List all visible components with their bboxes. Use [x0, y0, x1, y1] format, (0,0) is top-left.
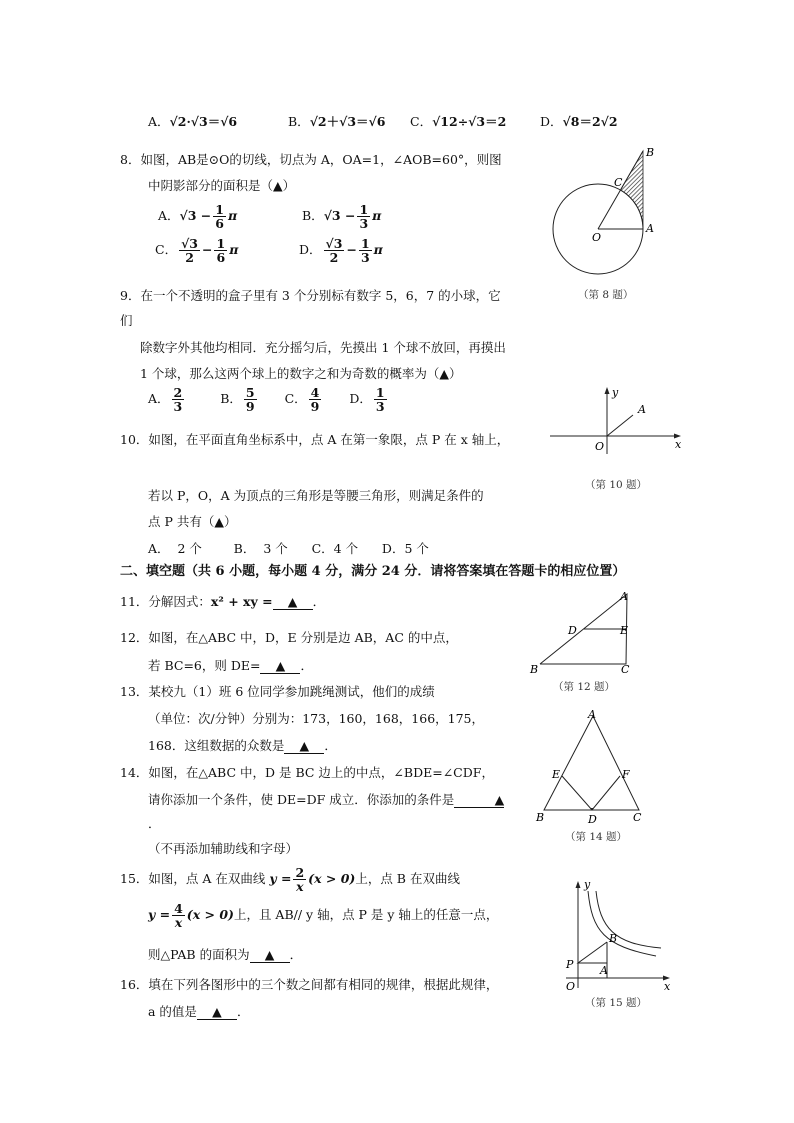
q15-text3: 则△PAB 的面积为 — [148, 947, 250, 962]
q14-text2: 请你添加一个条件，使 DE=DF 成立．你添加的条件是 — [148, 792, 455, 807]
q8-c-n2: 1 — [216, 236, 226, 251]
q9-stem-line1 — [120, 286, 501, 304]
q8-d-n2: 1 — [360, 236, 370, 251]
q9-d-num: 1 — [375, 385, 385, 400]
q10-label-O: O — [595, 440, 605, 453]
q11-math: x² + xy = — [210, 594, 273, 609]
q8-c-d2: 6 — [216, 250, 226, 266]
q9-b-num: 5 — [245, 385, 255, 400]
q15-text2b: 上，且 AB// y 轴，点 P 是 y 轴上的任意一点， — [233, 907, 499, 923]
q12-label-B: B — [530, 663, 539, 676]
q8-d-frac2 — [359, 237, 372, 264]
q13-text1: 某校九（1）班 6 位同学参加跳绳测试，他们的成绩 — [148, 684, 435, 699]
q8-c-frac2 — [214, 237, 227, 264]
q15-y-arrow — [576, 881, 581, 888]
q7-option-d: √8＝2√2 — [562, 114, 618, 129]
q11-end: ． — [312, 594, 326, 609]
q15-label-P: P — [566, 958, 574, 971]
q8-shaded-region — [621, 151, 644, 229]
q15-label-y: y — [584, 878, 591, 891]
q8-a-den: 6 — [215, 216, 224, 232]
q15-f2-num: 4 — [174, 901, 183, 916]
q12-answer-blank[interactable]: ▲ — [260, 658, 300, 674]
q8-figure — [548, 140, 668, 285]
q13-stem-line3 — [148, 736, 337, 754]
q10-figure — [545, 384, 685, 459]
q9-a-label: A． — [148, 391, 170, 407]
q15-answer-blank[interactable]: ▲ — [250, 947, 290, 963]
q9-text1: 在一个不透明的盒子里有 3 个分别标有数字 5，6，7 的小球，它 — [140, 288, 501, 303]
q8-d-frac1 — [324, 237, 345, 264]
q10-stem-line1 — [120, 430, 509, 448]
q10-text1: 如图，在平面直角坐标系中，点 A 在第一象限，点 P 在 x 轴上， — [148, 432, 510, 447]
q14-stem-line2 — [148, 790, 504, 808]
q8-c-d1: 2 — [185, 250, 194, 266]
q16-text2: a 的值是 — [148, 1004, 197, 1019]
q14-label-D: D — [588, 813, 597, 826]
q13-answer-blank[interactable]: ▲ — [284, 738, 324, 754]
q12-end: ． — [300, 658, 313, 673]
q8-a-num: 1 — [215, 202, 224, 217]
q10-options: A． 2 个 B． 3 个 C．4 个 D．5 个 — [148, 541, 429, 556]
q16-end: ． — [236, 1004, 250, 1019]
q15-f2-frac — [172, 902, 185, 929]
q9-text3: 1 个球，那么这两个球上的数字之和为奇数的概率为（▲） — [140, 366, 462, 381]
q8-c-n1: √3 — [181, 236, 198, 251]
q11-text: 分解因式： — [148, 594, 211, 609]
q9-options — [148, 386, 389, 413]
q9-a-den: 3 — [173, 399, 183, 415]
q15-f1-frac — [293, 866, 306, 893]
q7-option-b-label: B． — [288, 114, 310, 129]
q8-option-a-label: A． — [158, 208, 180, 224]
q10-label-x: x — [675, 438, 682, 451]
q9-text2: 除数字外其他均相同．充分摇匀后，先摸出 1 个球不放回，再摸出 — [140, 340, 506, 355]
q8-d-d1: 2 — [329, 250, 339, 266]
q9-number: 9． — [120, 288, 141, 303]
q7-option-b: √2＋√3＝√6 — [309, 114, 386, 129]
q7-option-a: √2·√3＝√6 — [169, 114, 238, 129]
q8-b-num: 1 — [359, 202, 369, 217]
q14-text1: 如图，在△ABC 中，D 是 BC 边上的中点，∠BDE=∠CDF， — [148, 765, 494, 780]
q12-figure — [528, 586, 638, 678]
q8-d-d2: 3 — [360, 250, 370, 266]
q15-figure — [556, 876, 676, 994]
q8-option-c-label: C． — [155, 242, 178, 258]
q7-option-d-label: D． — [540, 114, 563, 129]
q14-label-B: B — [536, 811, 545, 824]
q12-stem-line2 — [148, 656, 313, 674]
q10-number: 10． — [120, 432, 149, 447]
q8-option-b — [302, 203, 381, 230]
q14-caption: （第 14 题） — [565, 831, 628, 843]
q12-label-A: A — [620, 590, 628, 603]
q16-number: 16． — [120, 977, 149, 992]
q8-c-pi: π — [229, 242, 239, 258]
q15-stem-line3 — [148, 945, 302, 963]
q7-option-d-row — [540, 112, 618, 130]
q15-number: 15． — [120, 871, 149, 887]
q9-text1b: 们 — [120, 313, 133, 328]
q8-option-d — [299, 237, 383, 264]
q7-option-c-row — [410, 112, 506, 130]
q15-f2-cond: (x > 0) — [186, 907, 234, 923]
q15-label-x: x — [664, 980, 671, 993]
q8-label-B: B — [646, 146, 655, 159]
q12-caption: （第 12 题） — [553, 681, 616, 693]
q15-text1b: 上，点 B 在双曲线 — [355, 871, 460, 887]
q8-a-pi: π — [227, 208, 238, 224]
q14-number: 14． — [120, 765, 149, 780]
q15-curve-y-4-over-x — [596, 891, 661, 948]
q9-b-den: 9 — [245, 399, 255, 415]
q15-stem-line2 — [148, 902, 498, 929]
q8-option-b-label: B． — [302, 208, 324, 224]
q7-option-a-label: A． — [148, 114, 170, 129]
q7-option-c: √12÷√3＝2 — [432, 114, 507, 129]
q10-segment-OA — [607, 415, 633, 436]
q14-segments-ED-DF — [562, 776, 620, 810]
q9-b-frac — [244, 386, 257, 413]
q9-a-frac — [172, 386, 185, 413]
q16-stem-line1 — [120, 975, 498, 993]
q15-caption: （第 15 题） — [585, 997, 648, 1009]
q15-f1-den: x — [296, 879, 304, 895]
q8-option-b-frac — [357, 203, 370, 230]
q14-triangle-ABC — [544, 716, 639, 810]
q9-d-label: D． — [349, 391, 372, 407]
q10-caption: （第 10 题） — [585, 479, 648, 491]
q8-option-c — [155, 237, 238, 264]
q12-label-D: D — [568, 624, 577, 637]
q15-f1-cond: (x > 0) — [308, 871, 356, 887]
q13-stem-line1 — [120, 682, 435, 700]
q8-label-A: A — [646, 222, 654, 235]
q15-label-B: B — [609, 932, 618, 945]
q7-options — [148, 112, 237, 130]
q8-number: 8． — [120, 152, 141, 167]
q14-text4: （不再添加辅助线和字母） — [148, 841, 299, 856]
q10-text2: 若以 P，O，A 为顶点的三角形是等腰三角形，则满足条件的 — [148, 488, 484, 503]
q8-c-frac1 — [179, 237, 200, 264]
q14-stem-line1 — [120, 763, 494, 781]
q13-number: 13． — [120, 684, 149, 699]
q15-f1-num: 2 — [295, 865, 305, 880]
q15-f2-den: x — [174, 915, 183, 931]
q15-text1a: 如图，点 A 在双曲线 — [148, 871, 266, 887]
q8-label-C: C — [614, 176, 623, 189]
q14-label-E: E — [552, 768, 561, 781]
q14-text3: ． — [148, 816, 161, 831]
q8-text2: 中阴影部分的面积是（▲） — [148, 178, 296, 193]
q16-text1: 填在下列各图形中的三个数之间都有相同的规律，根据此规律， — [148, 977, 499, 992]
q13-text2: （单位：次/分钟）分别为：173，160，168，166，175， — [148, 711, 485, 726]
q14-figure — [532, 706, 650, 826]
q13-text3: 168．这组数据的众数是 — [148, 738, 285, 753]
q9-c-den: 9 — [310, 399, 320, 415]
q14-answer-blank[interactable]: ▲ — [454, 792, 504, 808]
q8-option-a-frac — [213, 203, 226, 230]
q10-label-A: A — [638, 403, 646, 416]
q8-option-b-pre: √3 − — [323, 208, 356, 224]
q9-c-frac — [309, 386, 322, 413]
q14-label-F: F — [622, 768, 630, 781]
q9-c-label: C． — [284, 391, 307, 407]
q9-d-den: 3 — [375, 399, 385, 415]
q12-label-E: E — [620, 624, 629, 637]
q11-stem — [120, 592, 325, 610]
q16-answer-blank[interactable]: ▲ — [197, 1004, 237, 1020]
q9-c-num: 4 — [310, 385, 320, 400]
q14-label-C: C — [633, 811, 642, 824]
q8-option-a — [158, 203, 237, 230]
q10-y-arrow — [605, 387, 610, 394]
section-2-header: 二、填空题（共 6 小题，每小题 4 分，满分 24 分．请将答案填在答题卡的相应位置） — [120, 564, 626, 579]
q12-text1: 如图，在△ABC 中，D，E 分别是边 AB，AC 的中点， — [148, 630, 458, 645]
q12-label-C: C — [621, 663, 630, 676]
q12-stem-line1 — [120, 628, 458, 646]
q8-d-minus: − — [346, 242, 357, 258]
q15-segments-PB-PA — [578, 942, 607, 963]
q8-c-minus: − — [202, 242, 213, 258]
q9-b-label: B． — [220, 391, 242, 407]
q7-option-c-label: C． — [410, 114, 433, 129]
q12-number: 12． — [120, 630, 149, 645]
q15-stem-line1 — [120, 866, 460, 893]
q8-label-O: O — [592, 231, 602, 244]
q10-text3: 点 P 共有（▲） — [148, 514, 237, 529]
q15-f1-lhs: y = — [269, 871, 292, 887]
q8-d-pi: π — [373, 242, 383, 258]
q8-option-a-pre: √3 − — [179, 208, 212, 224]
q8-b-pi: π — [372, 208, 382, 224]
q15-end: ． — [289, 947, 303, 962]
q11-number: 11． — [120, 594, 149, 609]
q15-label-O: O — [566, 980, 576, 993]
q10-label-y: y — [612, 386, 619, 399]
q7-option-b-row — [288, 112, 385, 130]
q8-text1: 如图，AB是⊙O的切线，切点为 A，OA=1，∠AOB=60°，则图 — [140, 152, 502, 167]
q9-a-num: 2 — [173, 385, 183, 400]
q13-end: ． — [324, 738, 337, 753]
q12-text2: 若 BC=6，则 DE= — [148, 658, 261, 673]
q11-answer-blank[interactable]: ▲ — [273, 594, 313, 610]
q15-label-A: A — [600, 964, 608, 977]
q15-f2-lhs: y = — [148, 907, 171, 923]
q16-stem-line2 — [148, 1002, 249, 1020]
q8-option-d-label: D． — [299, 242, 322, 258]
q14-label-A: A — [588, 708, 596, 721]
q9-d-frac — [374, 386, 387, 413]
q8-stem-line1 — [120, 150, 502, 168]
q8-caption: （第 8 题） — [578, 289, 634, 301]
q8-d-n1: √3 — [325, 236, 343, 251]
q8-b-den: 3 — [359, 216, 369, 232]
